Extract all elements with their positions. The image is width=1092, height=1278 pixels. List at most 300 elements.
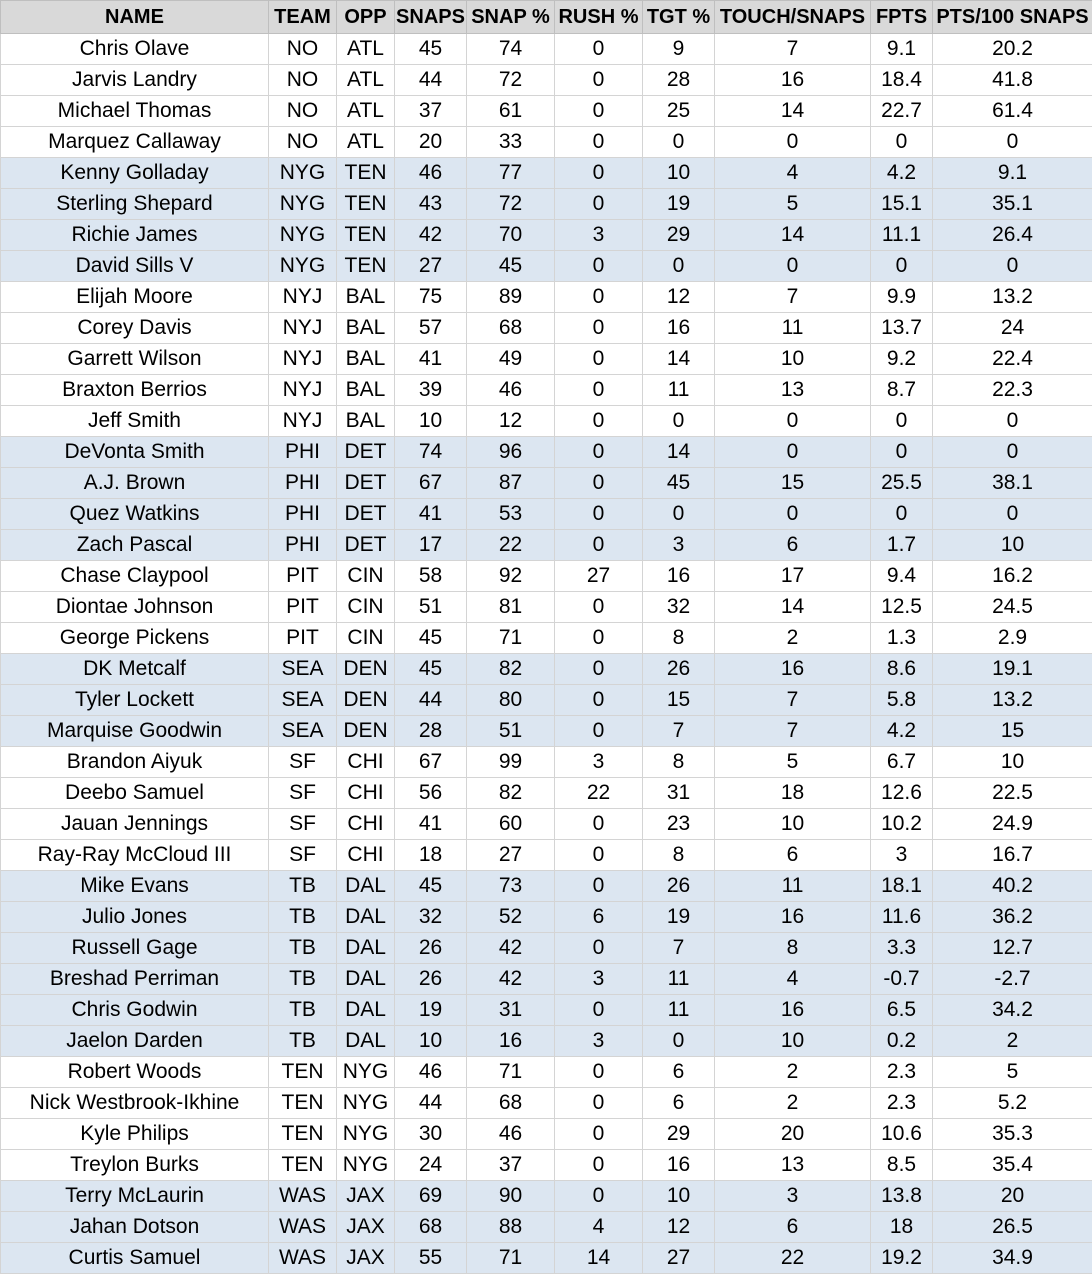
snaps-cell[interactable]: 67 <box>395 747 467 778</box>
team-cell[interactable]: TB <box>269 995 337 1026</box>
fpts-cell[interactable]: 10.2 <box>871 809 933 840</box>
team-cell[interactable]: PHI <box>269 468 337 499</box>
touch-snaps-cell[interactable]: 8 <box>715 933 871 964</box>
rush-pct-cell[interactable]: 0 <box>555 1057 643 1088</box>
snap-pct-cell[interactable]: 33 <box>467 127 555 158</box>
opp-cell[interactable]: TEN <box>337 251 395 282</box>
opp-cell[interactable]: DAL <box>337 933 395 964</box>
fpts-cell[interactable]: 22.7 <box>871 96 933 127</box>
opp-cell[interactable]: DEN <box>337 716 395 747</box>
team-cell[interactable]: NYJ <box>269 282 337 313</box>
tgt-pct-cell[interactable]: 6 <box>643 1057 715 1088</box>
tgt-pct-cell[interactable]: 6 <box>643 1088 715 1119</box>
pts-per-100-cell[interactable]: 40.2 <box>933 871 1092 902</box>
rush-pct-cell[interactable]: 3 <box>555 1026 643 1057</box>
rush-pct-cell[interactable]: 0 <box>555 840 643 871</box>
snaps-cell[interactable]: 37 <box>395 96 467 127</box>
player-name-cell[interactable]: Richie James <box>1 220 269 251</box>
rush-pct-cell[interactable]: 6 <box>555 902 643 933</box>
snap-pct-cell[interactable]: 73 <box>467 871 555 902</box>
snap-pct-cell[interactable]: 53 <box>467 499 555 530</box>
snap-pct-cell[interactable]: 68 <box>467 1088 555 1119</box>
fpts-cell[interactable]: 15.1 <box>871 189 933 220</box>
rush-pct-cell[interactable]: 0 <box>555 995 643 1026</box>
tgt-pct-cell[interactable]: 8 <box>643 747 715 778</box>
snaps-cell[interactable]: 46 <box>395 1057 467 1088</box>
opp-cell[interactable]: JAX <box>337 1212 395 1243</box>
pts-per-100-cell[interactable]: 13.2 <box>933 282 1092 313</box>
team-cell[interactable]: PHI <box>269 437 337 468</box>
team-cell[interactable]: SEA <box>269 685 337 716</box>
column-header-snaps[interactable]: SNAPS <box>395 1 467 34</box>
fpts-cell[interactable]: 12.6 <box>871 778 933 809</box>
tgt-pct-cell[interactable]: 11 <box>643 375 715 406</box>
opp-cell[interactable]: BAL <box>337 406 395 437</box>
rush-pct-cell[interactable]: 3 <box>555 220 643 251</box>
tgt-pct-cell[interactable]: 32 <box>643 592 715 623</box>
opp-cell[interactable]: ATL <box>337 65 395 96</box>
team-cell[interactable]: SF <box>269 778 337 809</box>
player-name-cell[interactable]: Julio Jones <box>1 902 269 933</box>
rush-pct-cell[interactable]: 0 <box>555 933 643 964</box>
opp-cell[interactable]: CHI <box>337 778 395 809</box>
fpts-cell[interactable]: 0 <box>871 406 933 437</box>
snaps-cell[interactable]: 41 <box>395 809 467 840</box>
pts-per-100-cell[interactable]: 13.2 <box>933 685 1092 716</box>
rush-pct-cell[interactable]: 0 <box>555 96 643 127</box>
rush-pct-cell[interactable]: 0 <box>555 437 643 468</box>
tgt-pct-cell[interactable]: 10 <box>643 1181 715 1212</box>
team-cell[interactable]: WAS <box>269 1243 337 1274</box>
snaps-cell[interactable]: 10 <box>395 406 467 437</box>
fpts-cell[interactable]: 11.6 <box>871 902 933 933</box>
rush-pct-cell[interactable]: 0 <box>555 1088 643 1119</box>
opp-cell[interactable]: BAL <box>337 344 395 375</box>
team-cell[interactable]: NYJ <box>269 375 337 406</box>
touch-snaps-cell[interactable]: 0 <box>715 251 871 282</box>
snap-pct-cell[interactable]: 12 <box>467 406 555 437</box>
opp-cell[interactable]: NYG <box>337 1119 395 1150</box>
snaps-cell[interactable]: 44 <box>395 65 467 96</box>
snap-pct-cell[interactable]: 61 <box>467 96 555 127</box>
touch-snaps-cell[interactable]: 0 <box>715 406 871 437</box>
team-cell[interactable]: TB <box>269 964 337 995</box>
team-cell[interactable]: TEN <box>269 1150 337 1181</box>
player-name-cell[interactable]: Treylon Burks <box>1 1150 269 1181</box>
touch-snaps-cell[interactable]: 3 <box>715 1181 871 1212</box>
snap-pct-cell[interactable]: 74 <box>467 34 555 65</box>
touch-snaps-cell[interactable]: 16 <box>715 654 871 685</box>
tgt-pct-cell[interactable]: 8 <box>643 840 715 871</box>
pts-per-100-cell[interactable]: 35.4 <box>933 1150 1092 1181</box>
team-cell[interactable]: PIT <box>269 623 337 654</box>
fpts-cell[interactable]: 11.1 <box>871 220 933 251</box>
rush-pct-cell[interactable]: 0 <box>555 592 643 623</box>
team-cell[interactable]: PHI <box>269 530 337 561</box>
opp-cell[interactable]: CHI <box>337 809 395 840</box>
team-cell[interactable]: TB <box>269 1026 337 1057</box>
fpts-cell[interactable]: 4.2 <box>871 158 933 189</box>
team-cell[interactable]: PIT <box>269 561 337 592</box>
pts-per-100-cell[interactable]: 41.8 <box>933 65 1092 96</box>
pts-per-100-cell[interactable]: 0 <box>933 406 1092 437</box>
snaps-cell[interactable]: 39 <box>395 375 467 406</box>
fpts-cell[interactable]: 6.7 <box>871 747 933 778</box>
snaps-cell[interactable]: 10 <box>395 1026 467 1057</box>
player-name-cell[interactable]: Deebo Samuel <box>1 778 269 809</box>
snap-pct-cell[interactable]: 46 <box>467 375 555 406</box>
pts-per-100-cell[interactable]: 34.9 <box>933 1243 1092 1274</box>
pts-per-100-cell[interactable]: 26.4 <box>933 220 1092 251</box>
fpts-cell[interactable]: 1.7 <box>871 530 933 561</box>
touch-snaps-cell[interactable]: 20 <box>715 1119 871 1150</box>
snaps-cell[interactable]: 67 <box>395 468 467 499</box>
fpts-cell[interactable]: 10.6 <box>871 1119 933 1150</box>
tgt-pct-cell[interactable]: 11 <box>643 964 715 995</box>
snaps-cell[interactable]: 18 <box>395 840 467 871</box>
team-cell[interactable]: NO <box>269 96 337 127</box>
tgt-pct-cell[interactable]: 9 <box>643 34 715 65</box>
pts-per-100-cell[interactable]: 0 <box>933 127 1092 158</box>
rush-pct-cell[interactable]: 22 <box>555 778 643 809</box>
fpts-cell[interactable]: 0 <box>871 127 933 158</box>
tgt-pct-cell[interactable]: 14 <box>643 344 715 375</box>
touch-snaps-cell[interactable]: 2 <box>715 1088 871 1119</box>
column-header-touch-snaps[interactable]: TOUCH/SNAPS <box>715 1 871 34</box>
player-name-cell[interactable]: Chris Olave <box>1 34 269 65</box>
rush-pct-cell[interactable]: 0 <box>555 189 643 220</box>
snaps-cell[interactable]: 68 <box>395 1212 467 1243</box>
pts-per-100-cell[interactable]: 0 <box>933 499 1092 530</box>
snap-pct-cell[interactable]: 87 <box>467 468 555 499</box>
opp-cell[interactable]: ATL <box>337 127 395 158</box>
snap-pct-cell[interactable]: 82 <box>467 654 555 685</box>
snap-pct-cell[interactable]: 80 <box>467 685 555 716</box>
opp-cell[interactable]: TEN <box>337 189 395 220</box>
opp-cell[interactable]: NYG <box>337 1088 395 1119</box>
rush-pct-cell[interactable]: 0 <box>555 65 643 96</box>
rush-pct-cell[interactable]: 0 <box>555 1181 643 1212</box>
snaps-cell[interactable]: 17 <box>395 530 467 561</box>
snaps-cell[interactable]: 75 <box>395 282 467 313</box>
team-cell[interactable]: SF <box>269 809 337 840</box>
snap-pct-cell[interactable]: 89 <box>467 282 555 313</box>
touch-snaps-cell[interactable]: 6 <box>715 1212 871 1243</box>
snaps-cell[interactable]: 55 <box>395 1243 467 1274</box>
fpts-cell[interactable]: 12.5 <box>871 592 933 623</box>
team-cell[interactable]: PIT <box>269 592 337 623</box>
tgt-pct-cell[interactable]: 25 <box>643 96 715 127</box>
fpts-cell[interactable]: 18 <box>871 1212 933 1243</box>
rush-pct-cell[interactable]: 0 <box>555 809 643 840</box>
pts-per-100-cell[interactable]: 22.3 <box>933 375 1092 406</box>
column-header-fpts[interactable]: FPTS <box>871 1 933 34</box>
opp-cell[interactable]: DAL <box>337 902 395 933</box>
team-cell[interactable]: NYG <box>269 158 337 189</box>
opp-cell[interactable]: DAL <box>337 964 395 995</box>
touch-snaps-cell[interactable]: 2 <box>715 623 871 654</box>
fpts-cell[interactable]: 8.5 <box>871 1150 933 1181</box>
tgt-pct-cell[interactable]: 26 <box>643 654 715 685</box>
opp-cell[interactable]: BAL <box>337 375 395 406</box>
opp-cell[interactable]: DAL <box>337 995 395 1026</box>
tgt-pct-cell[interactable]: 16 <box>643 561 715 592</box>
tgt-pct-cell[interactable]: 16 <box>643 313 715 344</box>
snap-pct-cell[interactable]: 42 <box>467 933 555 964</box>
fpts-cell[interactable]: 0.2 <box>871 1026 933 1057</box>
opp-cell[interactable]: DEN <box>337 654 395 685</box>
snap-pct-cell[interactable]: 60 <box>467 809 555 840</box>
tgt-pct-cell[interactable]: 14 <box>643 437 715 468</box>
team-cell[interactable]: NO <box>269 34 337 65</box>
player-name-cell[interactable]: Zach Pascal <box>1 530 269 561</box>
opp-cell[interactable]: DAL <box>337 871 395 902</box>
player-name-cell[interactable]: Breshad Perriman <box>1 964 269 995</box>
snap-pct-cell[interactable]: 31 <box>467 995 555 1026</box>
player-name-cell[interactable]: Kenny Golladay <box>1 158 269 189</box>
opp-cell[interactable]: CIN <box>337 623 395 654</box>
player-name-cell[interactable]: DK Metcalf <box>1 654 269 685</box>
touch-snaps-cell[interactable]: 10 <box>715 809 871 840</box>
snap-pct-cell[interactable]: 42 <box>467 964 555 995</box>
player-name-cell[interactable]: Marquez Callaway <box>1 127 269 158</box>
opp-cell[interactable]: CHI <box>337 840 395 871</box>
fpts-cell[interactable]: 0 <box>871 437 933 468</box>
tgt-pct-cell[interactable]: 3 <box>643 530 715 561</box>
team-cell[interactable]: SF <box>269 747 337 778</box>
touch-snaps-cell[interactable]: 5 <box>715 189 871 220</box>
touch-snaps-cell[interactable]: 14 <box>715 96 871 127</box>
snaps-cell[interactable]: 44 <box>395 685 467 716</box>
team-cell[interactable]: TB <box>269 933 337 964</box>
team-cell[interactable]: SEA <box>269 716 337 747</box>
player-name-cell[interactable]: Garrett Wilson <box>1 344 269 375</box>
tgt-pct-cell[interactable]: 45 <box>643 468 715 499</box>
player-name-cell[interactable]: Jauan Jennings <box>1 809 269 840</box>
fpts-cell[interactable]: -0.7 <box>871 964 933 995</box>
snap-pct-cell[interactable]: 81 <box>467 592 555 623</box>
touch-snaps-cell[interactable]: 7 <box>715 34 871 65</box>
opp-cell[interactable]: BAL <box>337 282 395 313</box>
pts-per-100-cell[interactable]: 16.2 <box>933 561 1092 592</box>
pts-per-100-cell[interactable]: 19.1 <box>933 654 1092 685</box>
snap-pct-cell[interactable]: 46 <box>467 1119 555 1150</box>
opp-cell[interactable]: TEN <box>337 158 395 189</box>
pts-per-100-cell[interactable]: 61.4 <box>933 96 1092 127</box>
opp-cell[interactable]: DEN <box>337 685 395 716</box>
tgt-pct-cell[interactable]: 23 <box>643 809 715 840</box>
tgt-pct-cell[interactable]: 12 <box>643 282 715 313</box>
fpts-cell[interactable]: 13.7 <box>871 313 933 344</box>
fpts-cell[interactable]: 3 <box>871 840 933 871</box>
touch-snaps-cell[interactable]: 10 <box>715 344 871 375</box>
opp-cell[interactable]: JAX <box>337 1243 395 1274</box>
touch-snaps-cell[interactable]: 0 <box>715 127 871 158</box>
snap-pct-cell[interactable]: 71 <box>467 1243 555 1274</box>
rush-pct-cell[interactable]: 0 <box>555 1150 643 1181</box>
fpts-cell[interactable]: 9.2 <box>871 344 933 375</box>
team-cell[interactable]: WAS <box>269 1181 337 1212</box>
pts-per-100-cell[interactable]: 38.1 <box>933 468 1092 499</box>
pts-per-100-cell[interactable]: 0 <box>933 251 1092 282</box>
snaps-cell[interactable]: 45 <box>395 654 467 685</box>
team-cell[interactable]: NO <box>269 65 337 96</box>
rush-pct-cell[interactable]: 0 <box>555 251 643 282</box>
snap-pct-cell[interactable]: 68 <box>467 313 555 344</box>
player-name-cell[interactable]: DeVonta Smith <box>1 437 269 468</box>
fpts-cell[interactable]: 9.4 <box>871 561 933 592</box>
snap-pct-cell[interactable]: 52 <box>467 902 555 933</box>
tgt-pct-cell[interactable]: 11 <box>643 995 715 1026</box>
pts-per-100-cell[interactable]: 12.7 <box>933 933 1092 964</box>
touch-snaps-cell[interactable]: 10 <box>715 1026 871 1057</box>
column-header-snap-pct[interactable]: SNAP % <box>467 1 555 34</box>
touch-snaps-cell[interactable]: 16 <box>715 65 871 96</box>
team-cell[interactable]: NYG <box>269 220 337 251</box>
team-cell[interactable]: TEN <box>269 1088 337 1119</box>
fpts-cell[interactable]: 18.1 <box>871 871 933 902</box>
opp-cell[interactable]: CIN <box>337 561 395 592</box>
fpts-cell[interactable]: 3.3 <box>871 933 933 964</box>
snap-pct-cell[interactable]: 16 <box>467 1026 555 1057</box>
snap-pct-cell[interactable]: 71 <box>467 1057 555 1088</box>
touch-snaps-cell[interactable]: 4 <box>715 964 871 995</box>
snaps-cell[interactable]: 28 <box>395 716 467 747</box>
pts-per-100-cell[interactable]: 9.1 <box>933 158 1092 189</box>
touch-snaps-cell[interactable]: 11 <box>715 313 871 344</box>
tgt-pct-cell[interactable]: 15 <box>643 685 715 716</box>
fpts-cell[interactable]: 8.7 <box>871 375 933 406</box>
touch-snaps-cell[interactable]: 7 <box>715 716 871 747</box>
column-header-name[interactable]: NAME <box>1 1 269 34</box>
opp-cell[interactable]: BAL <box>337 313 395 344</box>
snaps-cell[interactable]: 45 <box>395 623 467 654</box>
snaps-cell[interactable]: 44 <box>395 1088 467 1119</box>
pts-per-100-cell[interactable]: 2 <box>933 1026 1092 1057</box>
touch-snaps-cell[interactable]: 22 <box>715 1243 871 1274</box>
pts-per-100-cell[interactable]: 2.9 <box>933 623 1092 654</box>
team-cell[interactable]: NYJ <box>269 406 337 437</box>
touch-snaps-cell[interactable]: 6 <box>715 840 871 871</box>
player-name-cell[interactable]: Jeff Smith <box>1 406 269 437</box>
team-cell[interactable]: SF <box>269 840 337 871</box>
rush-pct-cell[interactable]: 0 <box>555 406 643 437</box>
touch-snaps-cell[interactable]: 0 <box>715 499 871 530</box>
column-header-rush-pct[interactable]: RUSH % <box>555 1 643 34</box>
rush-pct-cell[interactable]: 0 <box>555 716 643 747</box>
rush-pct-cell[interactable]: 0 <box>555 685 643 716</box>
snap-pct-cell[interactable]: 72 <box>467 65 555 96</box>
tgt-pct-cell[interactable]: 7 <box>643 933 715 964</box>
player-name-cell[interactable]: Chase Claypool <box>1 561 269 592</box>
snaps-cell[interactable]: 30 <box>395 1119 467 1150</box>
pts-per-100-cell[interactable]: 10 <box>933 747 1092 778</box>
column-header-tgt-pct[interactable]: TGT % <box>643 1 715 34</box>
touch-snaps-cell[interactable]: 14 <box>715 592 871 623</box>
team-cell[interactable]: SEA <box>269 654 337 685</box>
tgt-pct-cell[interactable]: 19 <box>643 189 715 220</box>
rush-pct-cell[interactable]: 0 <box>555 313 643 344</box>
touch-snaps-cell[interactable]: 5 <box>715 747 871 778</box>
player-name-cell[interactable]: Russell Gage <box>1 933 269 964</box>
team-cell[interactable]: TEN <box>269 1057 337 1088</box>
snap-pct-cell[interactable]: 37 <box>467 1150 555 1181</box>
pts-per-100-cell[interactable]: 15 <box>933 716 1092 747</box>
rush-pct-cell[interactable]: 0 <box>555 34 643 65</box>
snap-pct-cell[interactable]: 96 <box>467 437 555 468</box>
pts-per-100-cell[interactable]: 0 <box>933 437 1092 468</box>
pts-per-100-cell[interactable]: 35.3 <box>933 1119 1092 1150</box>
tgt-pct-cell[interactable]: 10 <box>643 158 715 189</box>
team-cell[interactable]: NYG <box>269 189 337 220</box>
pts-per-100-cell[interactable]: 20 <box>933 1181 1092 1212</box>
tgt-pct-cell[interactable]: 29 <box>643 1119 715 1150</box>
column-header-pts-per-100-snaps[interactable]: PTS/100 SNAPS <box>933 1 1092 34</box>
snap-pct-cell[interactable]: 22 <box>467 530 555 561</box>
tgt-pct-cell[interactable]: 31 <box>643 778 715 809</box>
snaps-cell[interactable]: 20 <box>395 127 467 158</box>
opp-cell[interactable]: ATL <box>337 34 395 65</box>
fpts-cell[interactable]: 5.8 <box>871 685 933 716</box>
touch-snaps-cell[interactable]: 13 <box>715 1150 871 1181</box>
player-name-cell[interactable]: Jaelon Darden <box>1 1026 269 1057</box>
rush-pct-cell[interactable]: 0 <box>555 623 643 654</box>
tgt-pct-cell[interactable]: 0 <box>643 127 715 158</box>
player-name-cell[interactable]: Marquise Goodwin <box>1 716 269 747</box>
snaps-cell[interactable]: 41 <box>395 499 467 530</box>
touch-snaps-cell[interactable]: 13 <box>715 375 871 406</box>
snap-pct-cell[interactable]: 90 <box>467 1181 555 1212</box>
opp-cell[interactable]: ATL <box>337 96 395 127</box>
snaps-cell[interactable]: 26 <box>395 933 467 964</box>
touch-snaps-cell[interactable]: 11 <box>715 871 871 902</box>
fpts-cell[interactable]: 0 <box>871 499 933 530</box>
snaps-cell[interactable]: 58 <box>395 561 467 592</box>
tgt-pct-cell[interactable]: 0 <box>643 406 715 437</box>
tgt-pct-cell[interactable]: 29 <box>643 220 715 251</box>
column-header-team[interactable]: TEAM <box>269 1 337 34</box>
snaps-cell[interactable]: 45 <box>395 34 467 65</box>
pts-per-100-cell[interactable]: 5.2 <box>933 1088 1092 1119</box>
snap-pct-cell[interactable]: 88 <box>467 1212 555 1243</box>
snaps-cell[interactable]: 51 <box>395 592 467 623</box>
team-cell[interactable]: TB <box>269 871 337 902</box>
snaps-cell[interactable]: 74 <box>395 437 467 468</box>
snap-pct-cell[interactable]: 82 <box>467 778 555 809</box>
snaps-cell[interactable]: 41 <box>395 344 467 375</box>
tgt-pct-cell[interactable]: 0 <box>643 499 715 530</box>
snaps-cell[interactable]: 32 <box>395 902 467 933</box>
rush-pct-cell[interactable]: 0 <box>555 468 643 499</box>
snaps-cell[interactable]: 57 <box>395 313 467 344</box>
pts-per-100-cell[interactable]: 24 <box>933 313 1092 344</box>
snap-pct-cell[interactable]: 45 <box>467 251 555 282</box>
player-name-cell[interactable]: David Sills V <box>1 251 269 282</box>
rush-pct-cell[interactable]: 3 <box>555 747 643 778</box>
player-name-cell[interactable]: Ray-Ray McCloud III <box>1 840 269 871</box>
touch-snaps-cell[interactable]: 15 <box>715 468 871 499</box>
fpts-cell[interactable]: 19.2 <box>871 1243 933 1274</box>
tgt-pct-cell[interactable]: 0 <box>643 251 715 282</box>
team-cell[interactable]: WAS <box>269 1212 337 1243</box>
snap-pct-cell[interactable]: 70 <box>467 220 555 251</box>
rush-pct-cell[interactable]: 0 <box>555 127 643 158</box>
player-name-cell[interactable]: Kyle Philips <box>1 1119 269 1150</box>
pts-per-100-cell[interactable]: 16.7 <box>933 840 1092 871</box>
rush-pct-cell[interactable]: 0 <box>555 871 643 902</box>
fpts-cell[interactable]: 13.8 <box>871 1181 933 1212</box>
player-name-cell[interactable]: Elijah Moore <box>1 282 269 313</box>
